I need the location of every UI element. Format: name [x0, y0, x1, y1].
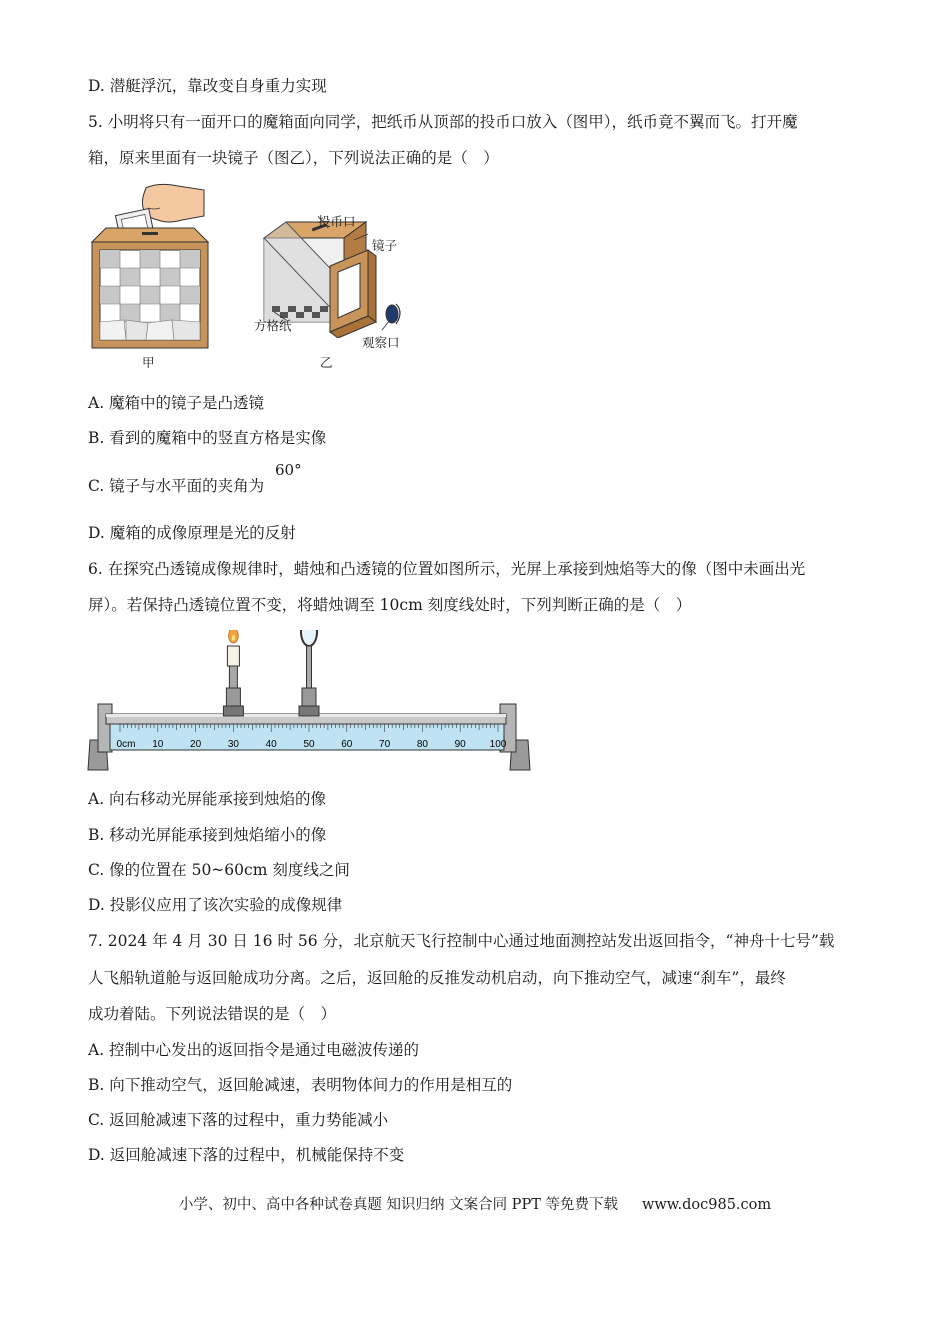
q7-option-c: C. 返回舱减速下落的过程中，重力势能减小 — [88, 1111, 389, 1129]
ruler-label: 50 — [303, 739, 315, 750]
q6-option-c: C. 像的位置在 50~60cm 刻度线之间 — [88, 861, 350, 879]
q7-option-a: A. 控制中心发出的返回指令是通过电磁波传递的 — [88, 1041, 420, 1059]
q5-stem-line1: 5. 小明将只有一面开口的魔箱面向同学，把纸币从顶部的投币口放入（图甲），纸币竟不翼而飞。打开魔 — [88, 113, 798, 131]
q4-option-d: D. 潜艇浮沉，靠改变自身重力实现 — [88, 77, 327, 95]
footer-url: www.doc985.com — [641, 1197, 772, 1213]
label-coin-slot: 投币口 — [318, 214, 356, 229]
ruler-label: 10 — [152, 739, 164, 750]
magic-box-figure-a — [86, 180, 216, 352]
q7-stem-line3: 成功着陆。下列说法错误的是（ ） — [88, 1005, 337, 1023]
ruler-label: 30 — [227, 739, 239, 750]
label-mirror: 镜子 — [372, 238, 398, 253]
q6-option-b: B. 移动光屏能承接到烛焰缩小的像 — [88, 826, 327, 844]
q6-option-a: A. 向右移动光屏能承接到烛焰的像 — [88, 790, 327, 808]
q5-option-c-angle: 60° — [275, 461, 302, 479]
q6-stem-line1: 6. 在探究凸透镜成像规律时，蜡烛和凸透镜的位置如图所示，光屏上承接到烛焰等大的像（图中未画出光 — [88, 560, 806, 578]
q5-option-a: A. 魔箱中的镜子是凸透镜 — [88, 394, 265, 412]
figure-a-caption: 甲 — [142, 355, 155, 370]
ruler-label: 80 — [416, 739, 428, 750]
label-grid-paper: 方格纸 — [254, 318, 292, 333]
q6-option-d: D. 投影仪应用了该次实验的成像规律 — [88, 896, 343, 914]
ruler-label: 100 — [489, 739, 507, 750]
q7-stem-line2: 人飞船轨道舱与返回舱成功分离。之后，返回舱的反推发动机启动，向下推动空气，减速“刹车”，最终 — [88, 969, 786, 987]
q5-option-b: B. 看到的魔箱中的竖直方格是实像 — [88, 429, 327, 447]
q7-option-b: B. 向下推动空气，返回舱减速，表明物体间力的作用是相互的 — [88, 1076, 513, 1094]
convex-lens — [299, 630, 319, 716]
ruler-label: 0cm — [116, 739, 136, 750]
optical-bench-figure — [86, 630, 534, 776]
q7-option-d: D. 返回舱减速下落的过程中，机械能保持不变 — [88, 1146, 405, 1164]
label-viewing-port: 观察口 — [362, 335, 400, 350]
ruler-label: 70 — [379, 739, 391, 750]
ruler-label: 90 — [454, 739, 466, 750]
q5-stem-line2: 箱，原来里面有一块镜子（图乙），下列说法正确的是（ ） — [88, 149, 499, 167]
page-footer — [0, 1193, 950, 1214]
candle — [223, 630, 243, 716]
q5-option-c: C. 镜子与水平面的夹角为 — [88, 477, 265, 495]
ruler-label: 40 — [265, 739, 277, 750]
figure-b-caption: 乙 — [320, 355, 333, 370]
q6-stem-line2: 屏）。若保持凸透镜位置不变，将蜡烛调至 10cm 刻度线处时，下列判断正确的是（ ） — [88, 596, 692, 614]
ruler-label: 20 — [190, 739, 202, 750]
footer-text: 小学、初中、高中各种试卷真题 知识归纳 文案合同 PPT 等免费下载 — [178, 1197, 618, 1213]
ruler-label: 60 — [341, 739, 353, 750]
q5-option-d: D. 魔箱的成像原理是光的反射 — [88, 524, 296, 542]
q7-stem-line1: 7. 2024 年 4 月 30 日 16 时 56 分，北京航天飞行控制中心通过地面测控站发出返回指令，“神舟十七号”载 — [88, 932, 835, 950]
